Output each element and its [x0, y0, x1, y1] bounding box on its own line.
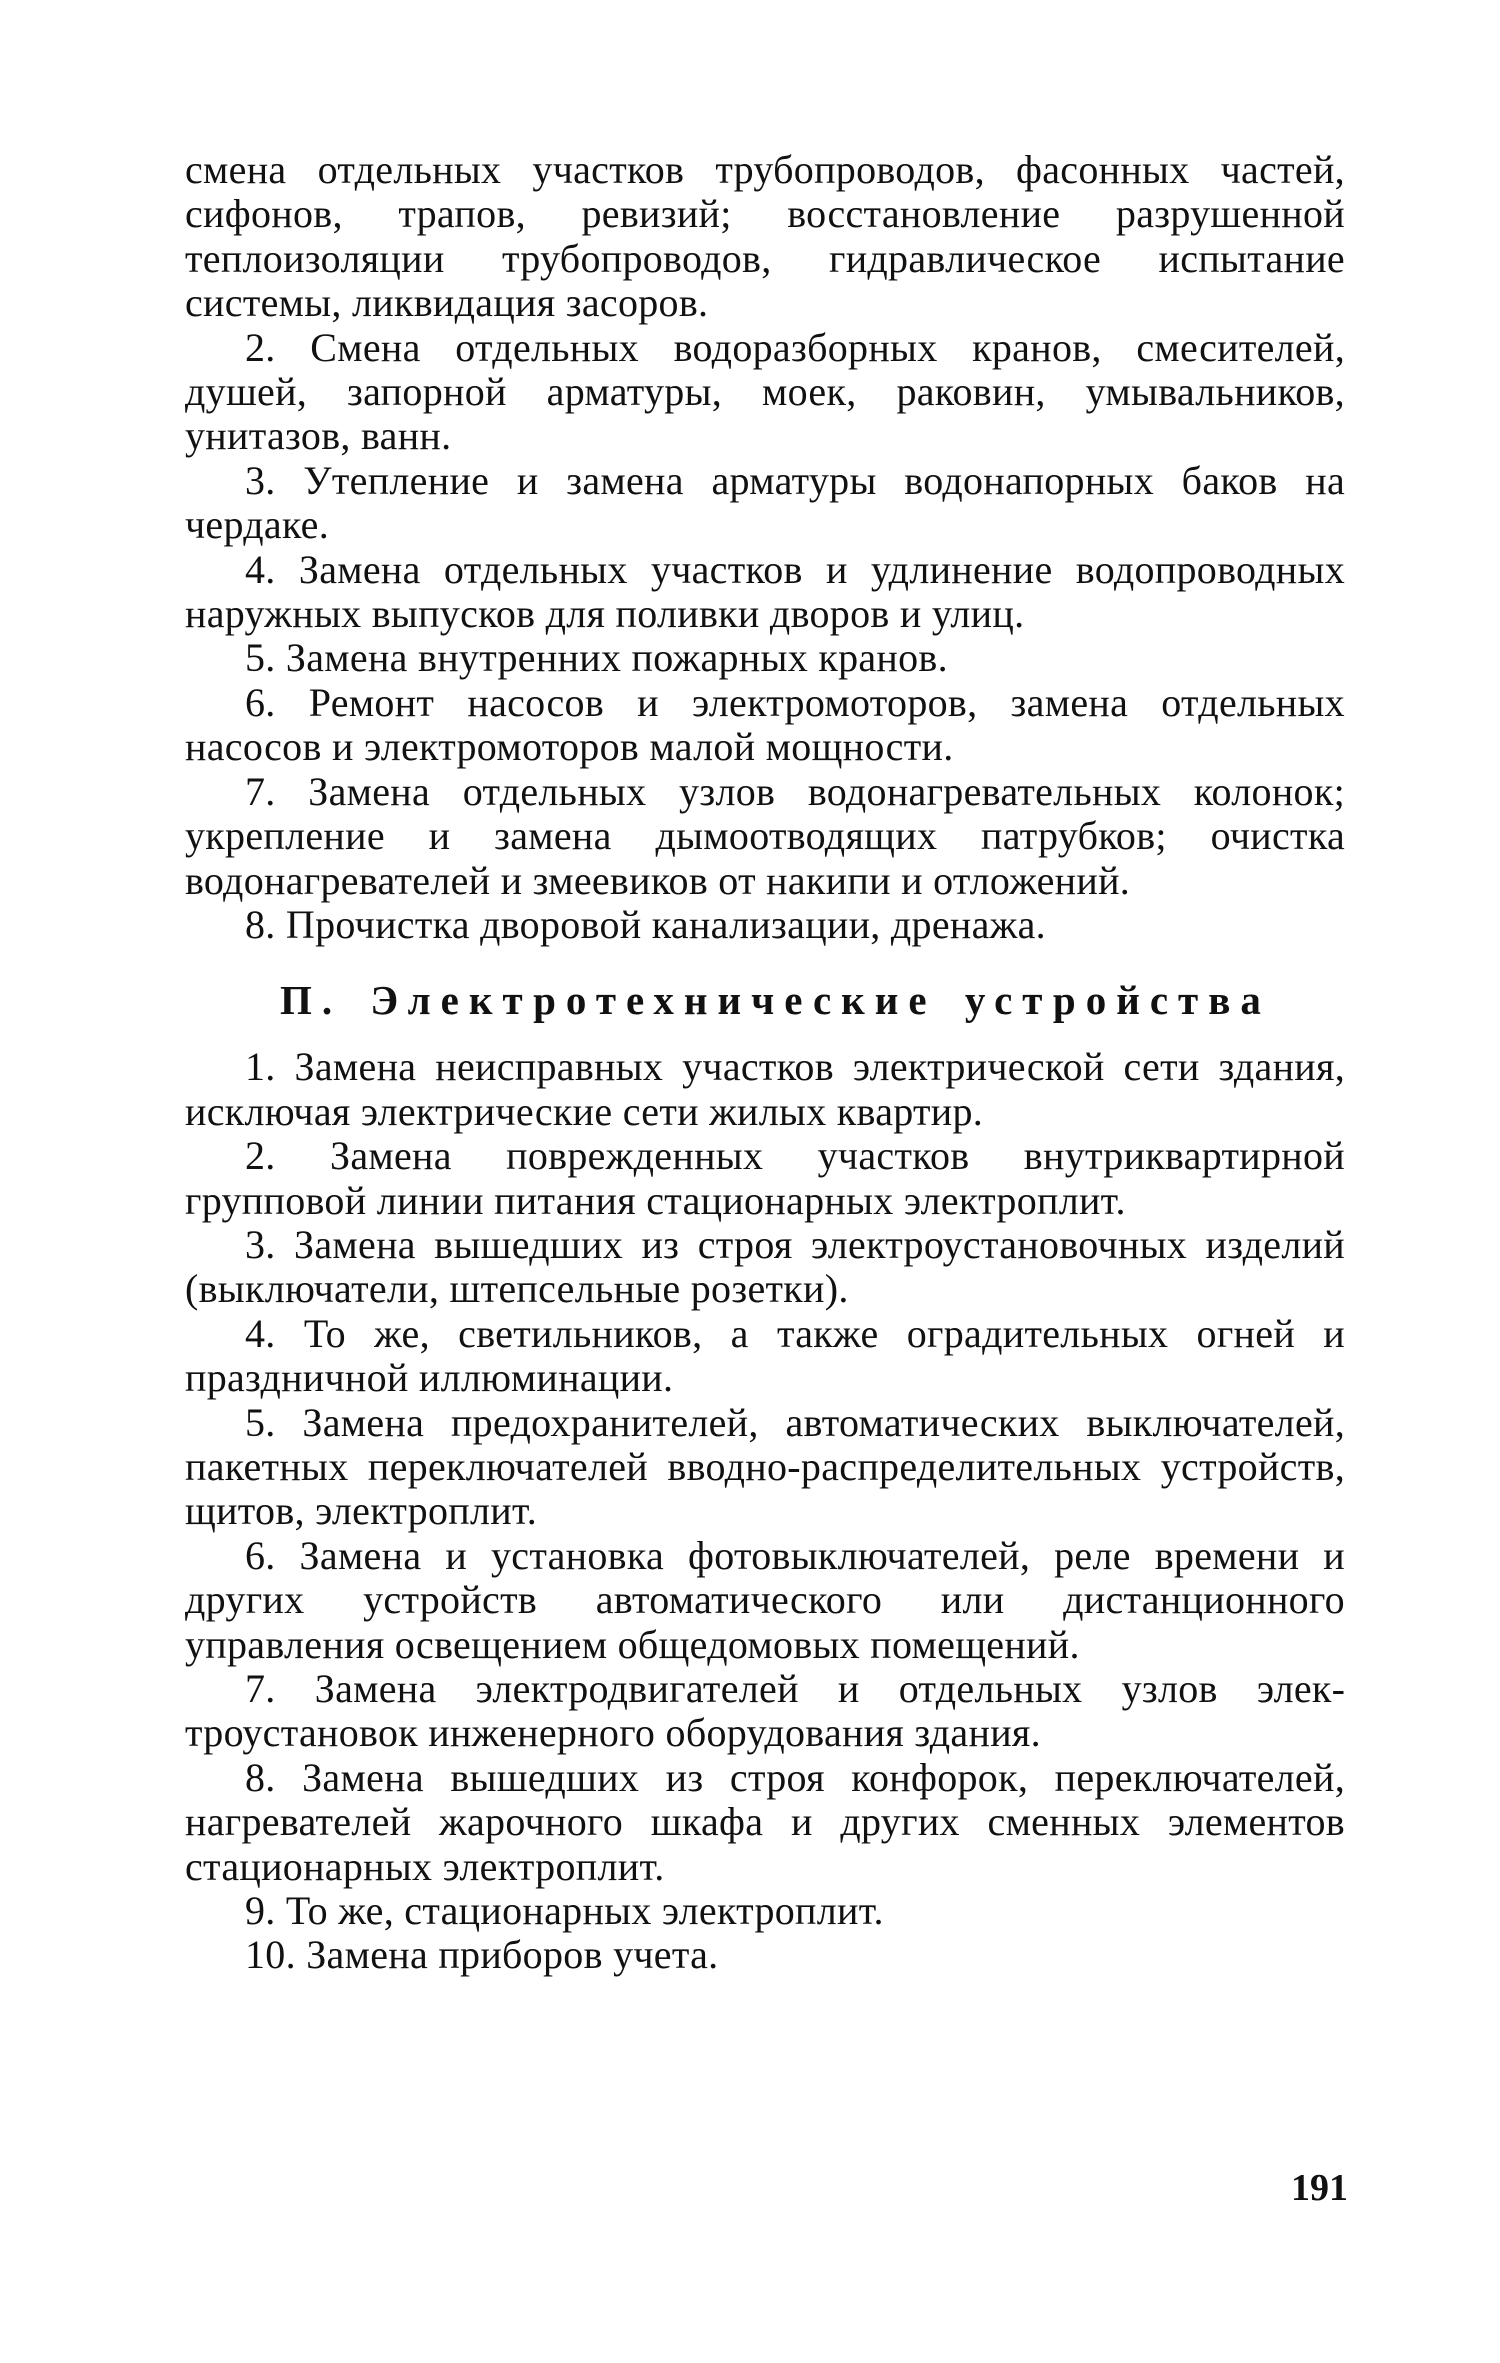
section-title-electrical: П. Электротехнические устройства: [280, 977, 1271, 1024]
paragraph-electric-2: 2. Замена поврежденных участков внутриквартирной групповой линии питания стационарных электроплит.: [185, 1133, 1345, 1223]
paragraph-electric-6: 6. Замена и установка фотовыключателей, реле времени и других устройств автоматического или дистанционного управления освещением общедомовых помещений.: [185, 1532, 1345, 1667]
paragraph-electric-3: 3. Замена вышедших из строя электроустановочных изделий (выключатели, штепсельные розетки).: [185, 1221, 1345, 1312]
paragraph-water-6: 6. Ремонт насосов и электромоторов, замена отдельных насосов и электромоторов малой мощности.: [185, 679, 1345, 770]
paragraph-electric-1: 1. Замена неисправных участков электрической сети здания, исключая электрические сети жилых квартир.: [185, 1044, 1345, 1134]
paragraph-electric-10: 10. Замена приборов учета.: [245, 1932, 719, 1978]
paragraph-water-continued: смена отдельных участков трубопроводов, фасонных частей, сифонов, трапов, ревизий; восстановление разрушенной теплоизоляции трубопроводов, гидравлическое испытание системы, ликвидация засоров.: [185, 147, 1345, 326]
paragraph-water-4: 4. Замена отдельных участков и удлинение водопроводных наружных выпусков для поливки дворов и улиц.: [185, 546, 1345, 637]
page-body: [185, 148, 1345, 1978]
page-number: 191: [1291, 2167, 1348, 2209]
paragraph-water-5: 5. Замена внутренних пожарных кранов.: [245, 635, 948, 681]
paragraph-water-7: 7. Замена отдельных узлов водонагревательных колонок; укрепление и замена дымоотводящих патрубков; очистка водонагревателей и змеевиков от накипи и отложений.: [185, 768, 1345, 903]
paragraph-water-2: 2. Смена отдельных водоразборных кранов, смесителей, душей, запорной арматуры, моек, раковин, умывальников, унитазов, ванн.: [185, 324, 1345, 459]
paragraph-electric-4: 4. То же, светильников, а также оградительных огней и праздничной иллюминации.: [185, 1310, 1345, 1401]
paragraph-water-3: 3. Утепление и замена арматуры водонапорных баков на чердаке.: [185, 457, 1345, 548]
paragraph-water-8: 8. Прочистка дворовой канализации, дренажа.: [245, 901, 1046, 947]
paragraph-electric-5: 5. Замена предохранителей, автоматических выключателей, пакетных переключателей вводно-распределительных устройств, щитов, электроплит.: [185, 1399, 1345, 1534]
paragraph-electric-9: 9. То же, стационарных электроплит.: [245, 1888, 884, 1934]
paragraph-electric-8: 8. Замена вышедших из строя конфорок, переключателей, нагревателей жарочного шкафа и других сменных элементов стационарных электроплит.: [185, 1754, 1345, 1889]
paragraph-electric-7: 7. Замена электродвигателей и отдельных узлов электроустановок инженерного оборудования здания.: [185, 1666, 1345, 1756]
